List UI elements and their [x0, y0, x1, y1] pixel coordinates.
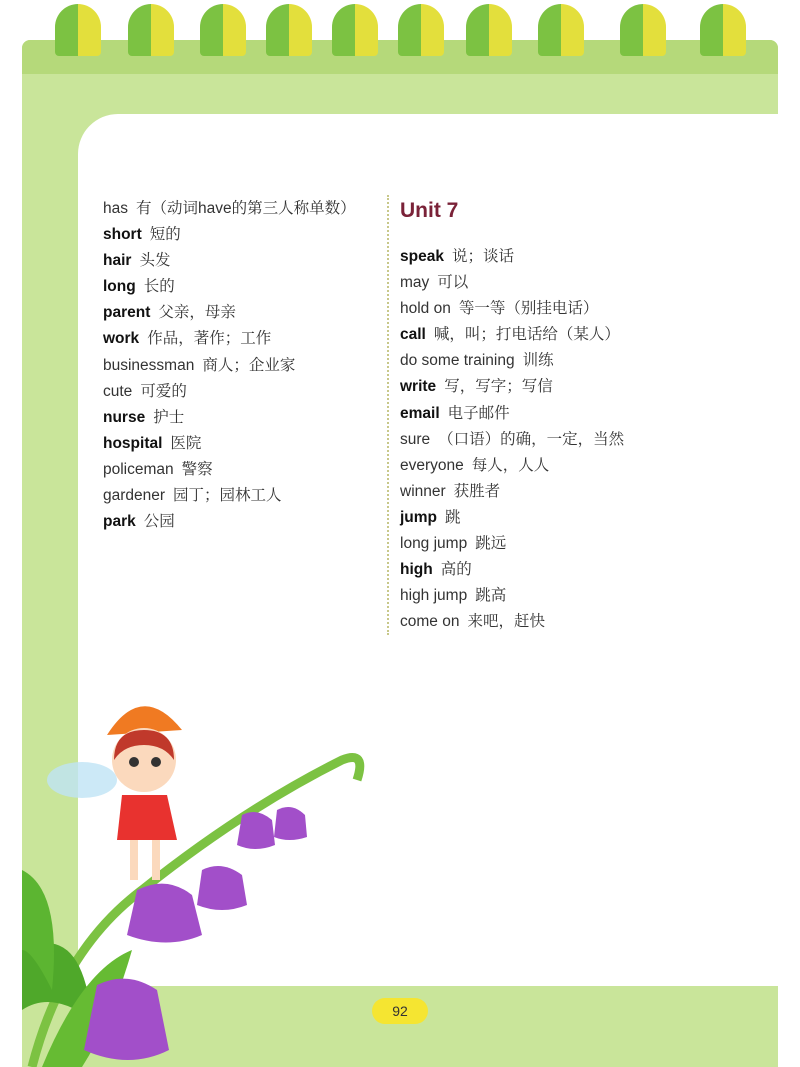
decorative-tab — [332, 4, 378, 56]
vocab-meaning: 父亲，母亲 — [158, 304, 236, 322]
vocab-entry — [400, 244, 624, 270]
decorative-tab — [700, 4, 746, 56]
vocab-word: winner — [400, 482, 446, 500]
decorative-tab — [620, 4, 666, 56]
vocab-word: work — [103, 330, 140, 348]
decorative-tab — [398, 4, 444, 56]
vocab-meaning: 跳远 — [475, 535, 507, 553]
vocab-word: policeman — [103, 460, 174, 478]
vocab-entry — [103, 483, 356, 509]
vocab-entry — [400, 453, 624, 479]
vocab-word: businessman — [103, 356, 195, 374]
vocab-entry — [400, 296, 624, 322]
vocab-entry — [400, 401, 624, 427]
vocab-meaning: 作品，著作；工作 — [147, 330, 272, 348]
vocab-meaning: 训练 — [522, 352, 554, 370]
vocab-entry — [103, 353, 356, 379]
vocab-word: hospital — [103, 434, 163, 452]
vocab-list-left — [103, 196, 356, 535]
vocab-entry — [103, 431, 356, 457]
decorative-tab — [538, 4, 584, 56]
vocab-word: long — [103, 278, 136, 296]
fairy-dress — [117, 795, 177, 840]
vocab-word: parent — [103, 304, 151, 322]
vocab-entry — [400, 505, 624, 531]
vocab-word: everyone — [400, 456, 464, 474]
vocab-meaning: 商人；企业家 — [202, 356, 296, 374]
vocab-word: do some training — [400, 352, 515, 370]
vocab-word: has — [103, 200, 128, 217]
vocab-entry — [103, 274, 356, 300]
vocab-meaning: 警察 — [181, 460, 213, 478]
vocab-word: hair — [103, 252, 132, 270]
vocab-meaning: 说；谈话 — [451, 248, 514, 265]
vocab-word: cute — [103, 382, 133, 400]
decorative-tab — [200, 4, 246, 56]
vocab-entry — [400, 322, 624, 348]
vocab-meaning: 等一等（别挂电话） — [458, 300, 599, 318]
vocab-entry — [103, 379, 356, 405]
vocab-meaning: （口语）的确，一定，当然 — [438, 430, 625, 448]
vocab-word: email — [400, 404, 440, 422]
vocab-entry — [103, 457, 356, 483]
vocab-meaning: 可爱的 — [140, 382, 187, 400]
vocab-meaning: 每人，人人 — [471, 456, 550, 474]
vocab-entry — [400, 557, 624, 583]
vocab-meaning: 获胜者 — [453, 482, 501, 500]
vocab-word: jump — [400, 508, 438, 526]
vocab-word: hold on — [400, 300, 451, 318]
vocab-word: call — [400, 326, 426, 344]
vocab-entry — [103, 196, 356, 222]
vocab-word: come on — [400, 613, 460, 631]
decorative-tab — [466, 4, 512, 56]
vocab-list-right — [400, 196, 624, 635]
vocab-entry — [400, 270, 624, 296]
dotted-divider — [387, 195, 389, 635]
vocab-entry — [400, 479, 624, 505]
vocab-meaning: 跳 — [445, 508, 461, 526]
vocab-word: gardener — [103, 487, 166, 505]
vocab-entry — [103, 222, 356, 248]
vocab-meaning: 跳高 — [475, 587, 507, 605]
fairy-wing — [47, 762, 117, 798]
vocab-word: sure — [400, 430, 431, 448]
vocab-word: high jump — [400, 587, 468, 605]
vocab-meaning: 园丁；园林工人 — [173, 487, 282, 505]
vocab-meaning: 喊，叫；打电话给（某人） — [433, 326, 620, 344]
fairy-illustration — [22, 690, 382, 1067]
vocab-meaning: 来吧，赶快 — [467, 613, 545, 631]
vocab-entry — [400, 427, 624, 453]
vocab-meaning: 写，写字；写信 — [444, 378, 553, 396]
vocab-word: high — [400, 561, 433, 579]
vocab-word: speak — [400, 248, 444, 265]
vocab-entry — [103, 248, 356, 274]
vocab-meaning: 护士 — [153, 408, 185, 426]
vocab-entry — [103, 405, 356, 431]
decorative-tab — [55, 4, 101, 56]
vocab-meaning: 头发 — [139, 252, 171, 270]
vocab-entry — [400, 583, 624, 609]
vocab-word: long jump — [400, 535, 468, 553]
decorative-tab — [266, 4, 312, 56]
vocab-entry — [103, 326, 356, 352]
vocab-meaning: 长的 — [143, 278, 175, 296]
vocab-meaning: 电子邮件 — [447, 404, 510, 422]
vocab-word: may — [400, 274, 430, 292]
page-number: 92 — [372, 998, 428, 1024]
vocab-meaning: 医院 — [170, 434, 202, 452]
vocab-entry — [103, 300, 356, 326]
vocab-entry — [400, 374, 624, 400]
vocab-meaning: 短的 — [149, 226, 181, 244]
vocab-entry — [400, 348, 624, 374]
vocab-entry — [400, 531, 624, 557]
vocab-word: nurse — [103, 408, 146, 426]
vocab-meaning: 可以 — [437, 274, 469, 292]
vocab-meaning: 公园 — [143, 513, 175, 531]
decorative-tab — [128, 4, 174, 56]
unit-title: Unit 7 — [400, 199, 459, 222]
vocab-word: write — [400, 378, 437, 396]
vocab-entry — [400, 609, 624, 635]
vocab-word: short — [103, 226, 142, 244]
vocab-word: park — [103, 513, 136, 531]
vocab-entry — [103, 509, 356, 535]
vocab-meaning: 有（动词have的第三人称单数） — [136, 200, 356, 217]
vocab-meaning: 高的 — [440, 561, 472, 579]
